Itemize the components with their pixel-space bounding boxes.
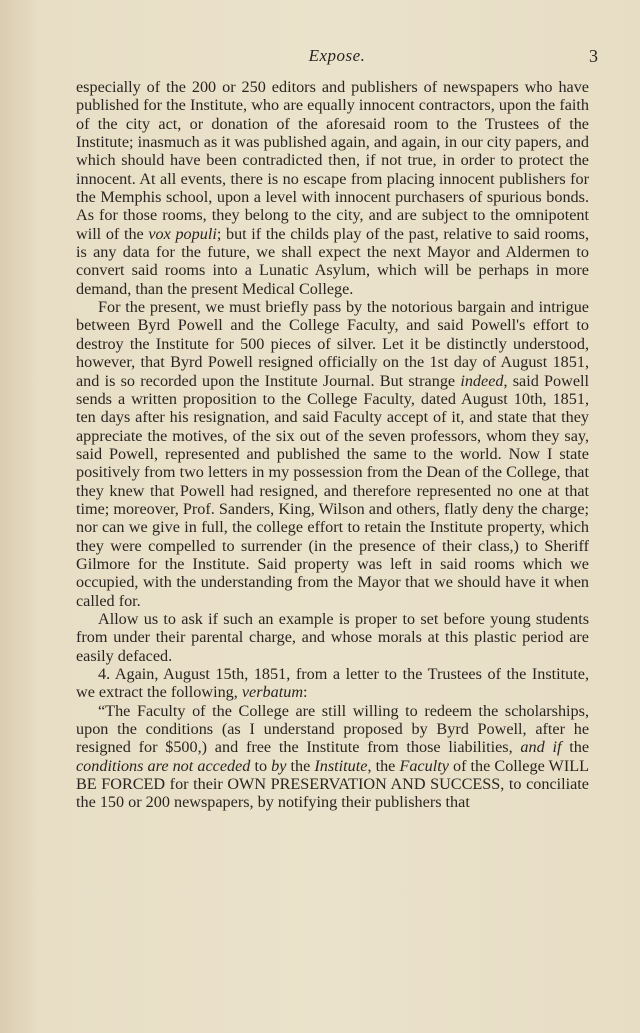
page-header xyxy=(76,46,598,74)
italic-text: by xyxy=(271,756,287,775)
text-run: , the xyxy=(367,756,400,775)
text-run: “The Faculty of the College are still willing to redeem the scholarships, upon the conditions (as I understand proposed by Byrd Powell, after he resigned for $500,) and free the Institute from those liabilities, xyxy=(76,701,589,757)
text-run: , said Powell sends a written proposition to the College Faculty, dated August 10th, 1851, ten days after his resignation, and said Faculty accept of it, and state that they appreciate the motives, of the six out of the seven professors, whom they say, said Powell, represented and published the same to the world. Now I state positively from two letters in my possession from the Dean of the College, that they knew that Powell had resigned, and therefore represented no one at that time; moreover, Prof. Sanders, King, Wilson and others, flatly deny the charge; nor can we give in full, the college effort to retain the Institute property, which they were compelled to surrender (in the presence of their class,) to Sheriff Gilmore for the Institute. Said property was left in said rooms which we occupied, with the understanding from the Mayor that we should have it when called for. xyxy=(76,371,589,610)
text-run: the xyxy=(286,756,315,775)
text-run: Allow us to ask if such an example is proper to set before young students from under their parental charge, and whose morals at this plastic period are easily defaced. xyxy=(76,609,589,665)
italic-text: conditions are not acceded xyxy=(76,756,251,775)
paragraph xyxy=(76,610,589,665)
italic-text: Faculty xyxy=(399,756,449,775)
italic-text: vox populi xyxy=(148,224,217,243)
italic-text: Institute xyxy=(314,756,368,775)
text-run: especially of the 200 or 250 editors and publishers of newspapers who have published for the Institute, who are equally innocent contractors, upon the faith of the city act, or donation of the aforesaid room to the Trustees of the Institute; inasmuch as it was published again, and again, in our city papers, and which should have been contradicted then, if not true, in order to protect the innocent. At all events, there is no escape from placing innocent publishers for the Memphis school, upon a level with innocent purchasers of spurious bonds. As for those rooms, they belong to the city, and are subject to the omnipotent will of the xyxy=(76,78,589,243)
paragraph xyxy=(76,665,589,702)
text-run: ; but if the childs play of the past, relative to said rooms, is any data for the future, we shall expect the next Mayor and Aldermen to convert said rooms into a Lunatic Asylum, which will be perhaps in more demand, than the present Medical College. xyxy=(76,224,589,298)
body-text xyxy=(76,78,589,812)
text-run: the xyxy=(561,738,590,757)
text-run: : xyxy=(303,683,308,702)
page-number: 3 xyxy=(589,46,598,66)
paragraph xyxy=(76,78,589,298)
italic-text: verbatum xyxy=(241,683,304,702)
text-run: For the present, we must briefly pass by the notorious bargain and intrigue between Byrd Powell and the College Faculty, and said Powell's effort to destroy the Institute for 500 pieces of silver. Let it be distinctly understood, however, that Byrd Powell resigned officially on the 1st day of August 1851, and is so recorded upon the Institute Journal. But strange xyxy=(76,298,589,390)
text-run: 4. Again, August 15th, 1851, from a letter to the Trustees of the Institute, we extract the following, xyxy=(76,665,589,702)
text-run: of the College WILL BE FORCED for their OWN PRESERVATION AND SUCCESS, to conciliate the 150 or 200 newspapers, by notifying their publishers that xyxy=(76,756,590,812)
paragraph xyxy=(76,298,589,610)
running-title: Expose. xyxy=(308,46,366,65)
italic-text: and if xyxy=(520,738,562,757)
italic-text: indeed xyxy=(460,371,504,390)
paragraph xyxy=(76,702,589,812)
text-run: to xyxy=(250,756,272,775)
